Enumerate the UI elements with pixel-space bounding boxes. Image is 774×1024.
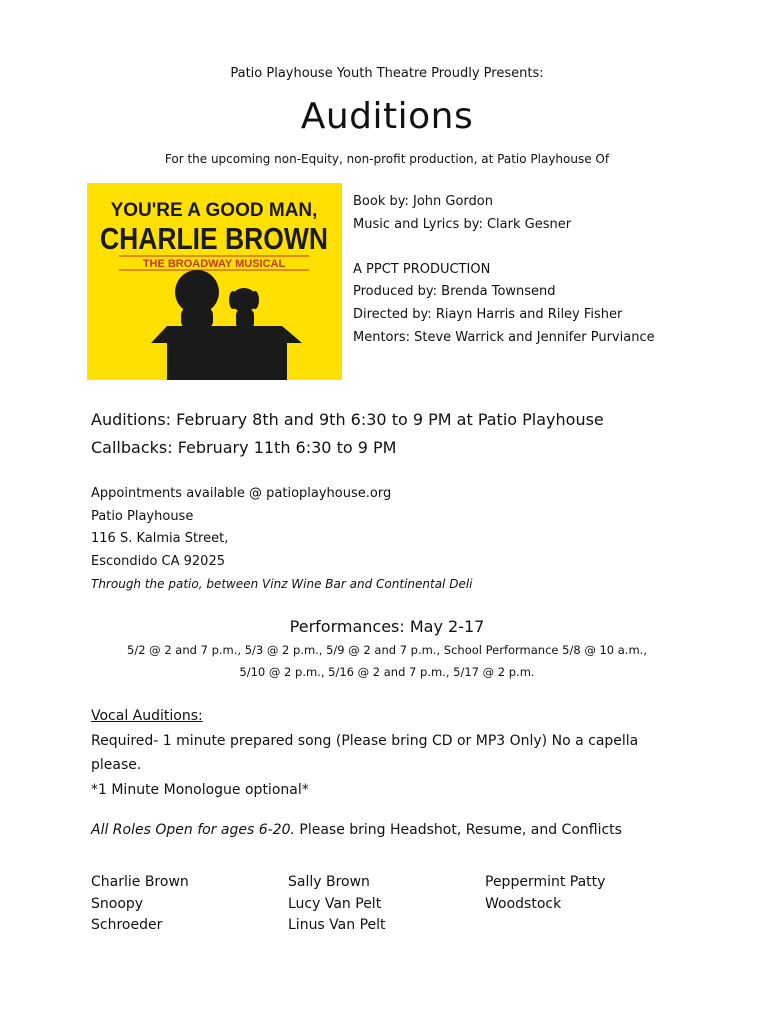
cast-role: Woodstock <box>485 895 562 912</box>
street-address: 116 S. Kalmia Street, <box>91 531 229 547</box>
charlie-brown-silhouette <box>175 270 219 329</box>
cast-role: Peppermint Patty <box>485 874 606 890</box>
music-credit: Music and Lyrics by: Clark Gesner <box>353 216 572 232</box>
book-credit: Book by: John Gordon <box>353 194 493 209</box>
cast-role: Charlie Brown <box>91 874 189 890</box>
producer-credit: Produced by: Brenda Townsend <box>353 284 556 300</box>
production-subtitle: For the upcoming non-Equity, non-profit production, at Patio Playhouse Of <box>164 152 610 166</box>
mentor-credit: Mentors: Steve Warrick and Jennifer Purviance <box>353 329 655 345</box>
cast-column-2 <box>288 872 386 937</box>
location-block <box>91 483 473 596</box>
cast-role: Lucy Van Pelt <box>288 895 382 912</box>
city-address: Escondido CA 92025 <box>91 553 225 569</box>
show-poster <box>87 183 342 380</box>
vocal-requirement: Required- 1 minute prepared song (Please bring CD or MP3 Only) No a capella <box>91 732 639 749</box>
vocal-auditions-heading: Vocal Auditions: <box>91 708 203 724</box>
roles-ages: All Roles Open for ages 6-20. <box>91 822 295 838</box>
auditions-dates: Auditions: February 8th and 9th 6:30 to 9 PM at Patio Playhouse <box>91 410 604 429</box>
cast-column-3 <box>485 872 605 915</box>
monologue-note: *1 Minute Monologue optional* <box>91 781 309 798</box>
credits-block <box>353 191 655 349</box>
callbacks-dates: Callbacks: February 11th 6:30 to 9 PM <box>91 438 397 457</box>
production-credit: A PPCT PRODUCTION <box>353 261 491 277</box>
poster-line-1: YOU'RE A GOOD MAN, <box>110 200 318 221</box>
doghouse-silhouette <box>151 326 302 343</box>
roles-open-line <box>91 822 622 838</box>
poster-line-2: CHARLIE BROWN <box>100 221 328 256</box>
cast-column-1 <box>91 872 189 937</box>
vocal-requirement-cont: please. <box>91 757 142 773</box>
vocal-auditions-block <box>91 704 638 802</box>
cast-role: Linus Van Pelt <box>288 917 386 933</box>
cast-role: Schroeder <box>91 917 163 933</box>
performance-dates-line-2: 5/10 @ 2 p.m., 5/16 @ 2 and 7 p.m., 5/17 @ 2 p.m. <box>239 665 535 679</box>
director-credit: Directed by: Riayn Harris and Riley Fisher <box>353 306 623 322</box>
performances-heading: Performances: May 2-17 <box>289 617 485 636</box>
performance-dates-line-1: 5/2 @ 2 and 7 p.m., 5/3 @ 2 p.m., 5/9 @ 2 and 7 p.m., School Performance 5/8 @ 10 a.m., <box>127 643 647 657</box>
cast-role: Snoopy <box>91 895 144 912</box>
cast-role: Sally Brown <box>288 874 370 890</box>
venue-name: Patio Playhouse <box>91 508 194 524</box>
directions-note: Through the patio, between Vinz Wine Bar and Continental Deli <box>91 577 473 592</box>
roles-bring: Please bring Headshot, Resume, and Conflicts <box>294 822 622 838</box>
appointments-line: Appointments available @ patioplayhouse.org <box>91 486 392 501</box>
poster-line-3: THE BROADWAY MUSICAL <box>142 258 286 270</box>
presenter-line: Patio Playhouse Youth Theatre Proudly Presents: <box>230 66 544 81</box>
page-title: Auditions <box>300 96 474 137</box>
